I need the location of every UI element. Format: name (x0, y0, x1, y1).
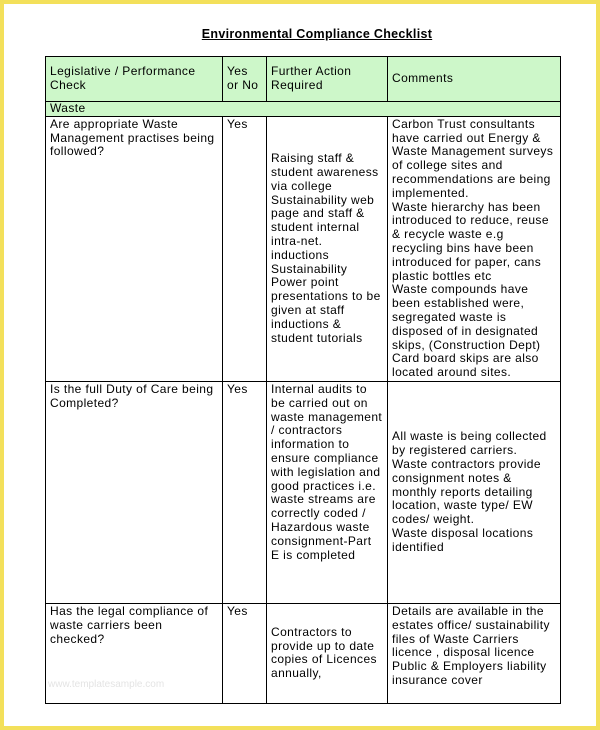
header-yes-no: Yes or No (223, 57, 267, 102)
yes-no-cell: Yes (223, 381, 267, 603)
check-cell: Is the full Duty of Care being Completed? (46, 381, 223, 603)
watermark-text: www.templatesample.com (48, 679, 165, 690)
comments-cell: All waste is being collected by registered carriers. Waste contractors provide consignment notes & monthly reports detailing location, waste type/ EW codes/ weight. Waste disposal locations identified (388, 381, 561, 603)
header-further-action: Further Action Required (267, 57, 388, 102)
comments-cell: Carbon Trust consultants have carried out Energy & Waste Management surveys of college sites and recommendations are being implemented. Waste hierarchy has been introduced to reduce, reuse & recycle waste e.g recycling bins have been introduced for paper, cans plastic bottles etc Waste compounds have been established were, segregated waste is disposed of in designated skips, (Construction Dept) Card board skips are also located around sites. (388, 116, 561, 381)
table-header-row (46, 57, 561, 102)
yes-no-cell: Yes (223, 603, 267, 703)
table-row (46, 381, 561, 603)
action-cell: Contractors to provide up to date copies of Licences annually, (267, 603, 388, 703)
section-label: Waste (46, 102, 561, 117)
action-cell: Internal audits to be carried out on waste management / contractors information to ensure compliance with legislation and good practices i.e. waste streams are correctly coded / Hazardous waste consignment-Part E is completed (267, 381, 388, 603)
document-page (4, 4, 596, 726)
comments-cell: Details are available in the estates office/ sustainability files of Waste Carriers licence , disposal licence Public & Employers liability insurance cover (388, 603, 561, 703)
checklist-table (45, 56, 561, 704)
table-row (46, 116, 561, 381)
header-comments: Comments (388, 57, 561, 102)
document-title: Environmental Compliance Checklist (201, 27, 433, 41)
section-row-waste (46, 102, 561, 117)
check-cell: Has the legal compliance of waste carriers been checked? (46, 603, 223, 703)
yes-no-cell: Yes (223, 116, 267, 381)
header-legislative: Legislative / Performance Check (46, 57, 223, 102)
action-cell: Raising staff & student awareness via college Sustainability web page and staff & student internal intra-net. inductions Sustainability Power point presentations to be given at staff inductions & student tutorials (267, 116, 388, 381)
check-cell: Are appropriate Waste Management practises being followed? (46, 116, 223, 381)
